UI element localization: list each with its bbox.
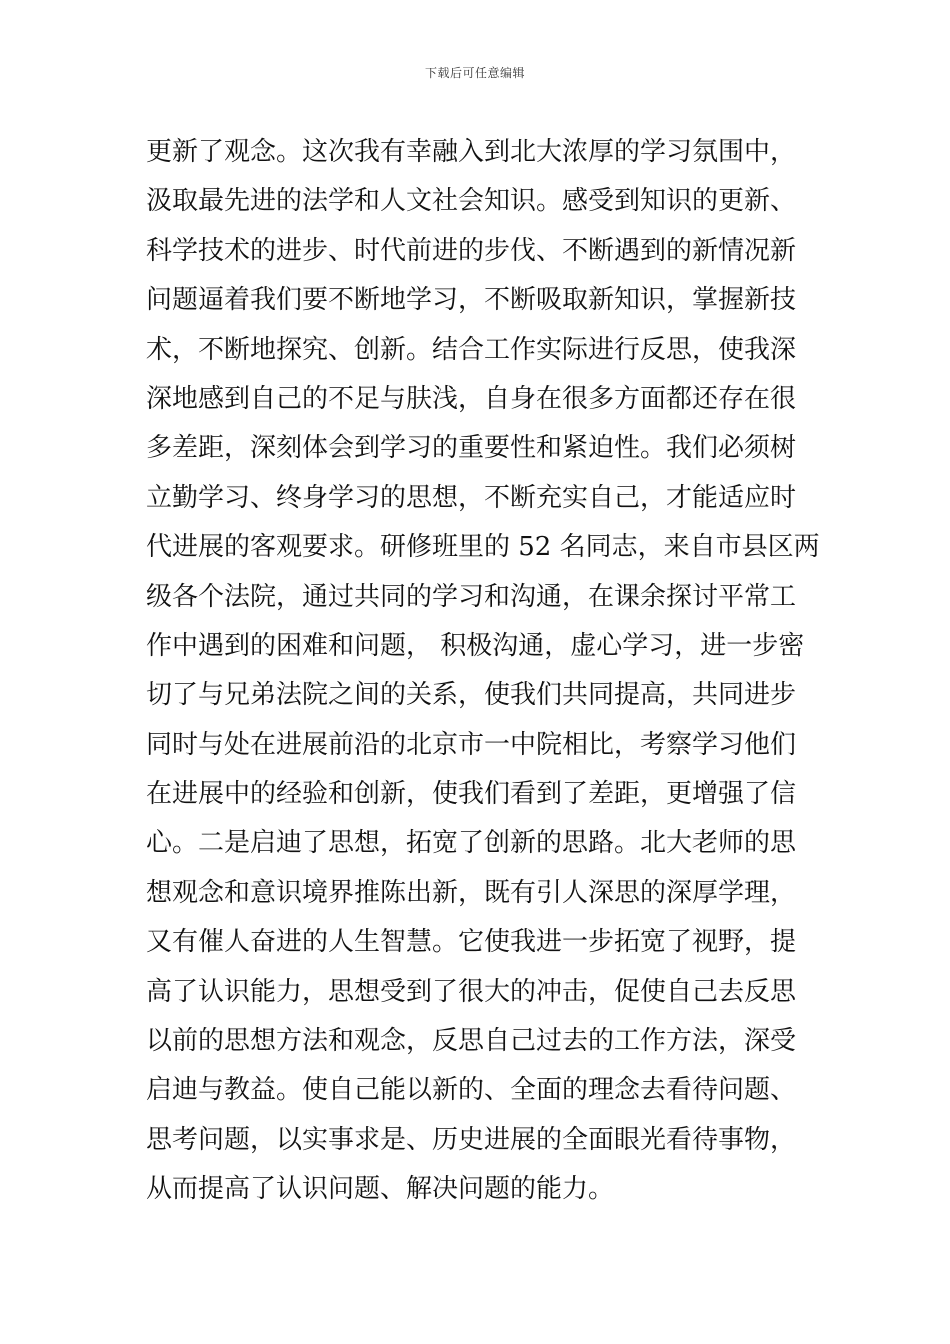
text-line: 级各个法院，通过共同的学习和沟通，在课余探讨平常工 — [146, 581, 797, 612]
text-line: 作中遇到的困难和问题， 积极沟通，虚心学习，进一步密 — [146, 630, 805, 661]
body-paragraph — [146, 128, 820, 1215]
text-line: 汲取最先进的法学和人文社会知识。感受到知识的更新、 — [146, 186, 797, 217]
text-line: 以前的思想方法和观念，反思自己过去的工作方法，深受 — [146, 1026, 797, 1057]
text-line: 思考问题，以实事求是、历史进展的全面眼光看待事物， — [146, 1124, 797, 1155]
text-line: 更新了观念。这次我有幸融入到北大浓厚的学习氛围中， — [146, 137, 797, 167]
text-line: 高了认识能力，思想受到了很大的冲击，促使自己去反思 — [146, 976, 797, 1007]
text-line: 想观念和意识境界推陈出新，既有引人深思的深厚学理， — [146, 877, 797, 908]
page-header: 下载后可任意编辑 — [424, 66, 525, 80]
text-line: 心。二是启迪了思想，拓宽了创新的思路。北大老师的思 — [146, 828, 797, 859]
text-line: 代进展的客观要求。研修班里的 52 名同志，来自市县区两 — [146, 532, 820, 563]
text-line: 术，不断地探究、创新。结合工作实际进行反思，使我深 — [146, 334, 797, 365]
text-line: 多差距，深刻体会到学习的重要性和紧迫性。我们必须树 — [146, 433, 797, 464]
text-line: 从而提高了认识问题、解决问题的能力。 — [146, 1174, 615, 1205]
text-line: 启迪与教益。使自己能以新的、全面的理念去看待问题、 — [146, 1075, 797, 1106]
text-line: 切了与兄弟法院之间的关系，使我们共同提高，共同进步 — [146, 680, 797, 711]
text-line: 同时与处在进展前沿的北京市一中院相比，考察学习他们 — [146, 729, 797, 760]
text-line: 又有催人奋进的人生智慧。它使我进一步拓宽了视野，提 — [146, 927, 797, 958]
text-line: 在进展中的经验和创新，使我们看到了差距，更增强了信 — [146, 779, 797, 810]
text-line: 问题逼着我们要不断地学习，不断吸取新知识，掌握新技 — [146, 285, 797, 316]
text-line: 科学技术的进步、时代前进的步伐、不断遇到的新情况新 — [146, 235, 797, 266]
text-line: 深地感到自己的不足与肤浅，自身在很多方面都还存在很 — [146, 383, 797, 414]
text-line: 立勤学习、终身学习的思想，不断充实自己，才能适应时 — [146, 482, 797, 513]
